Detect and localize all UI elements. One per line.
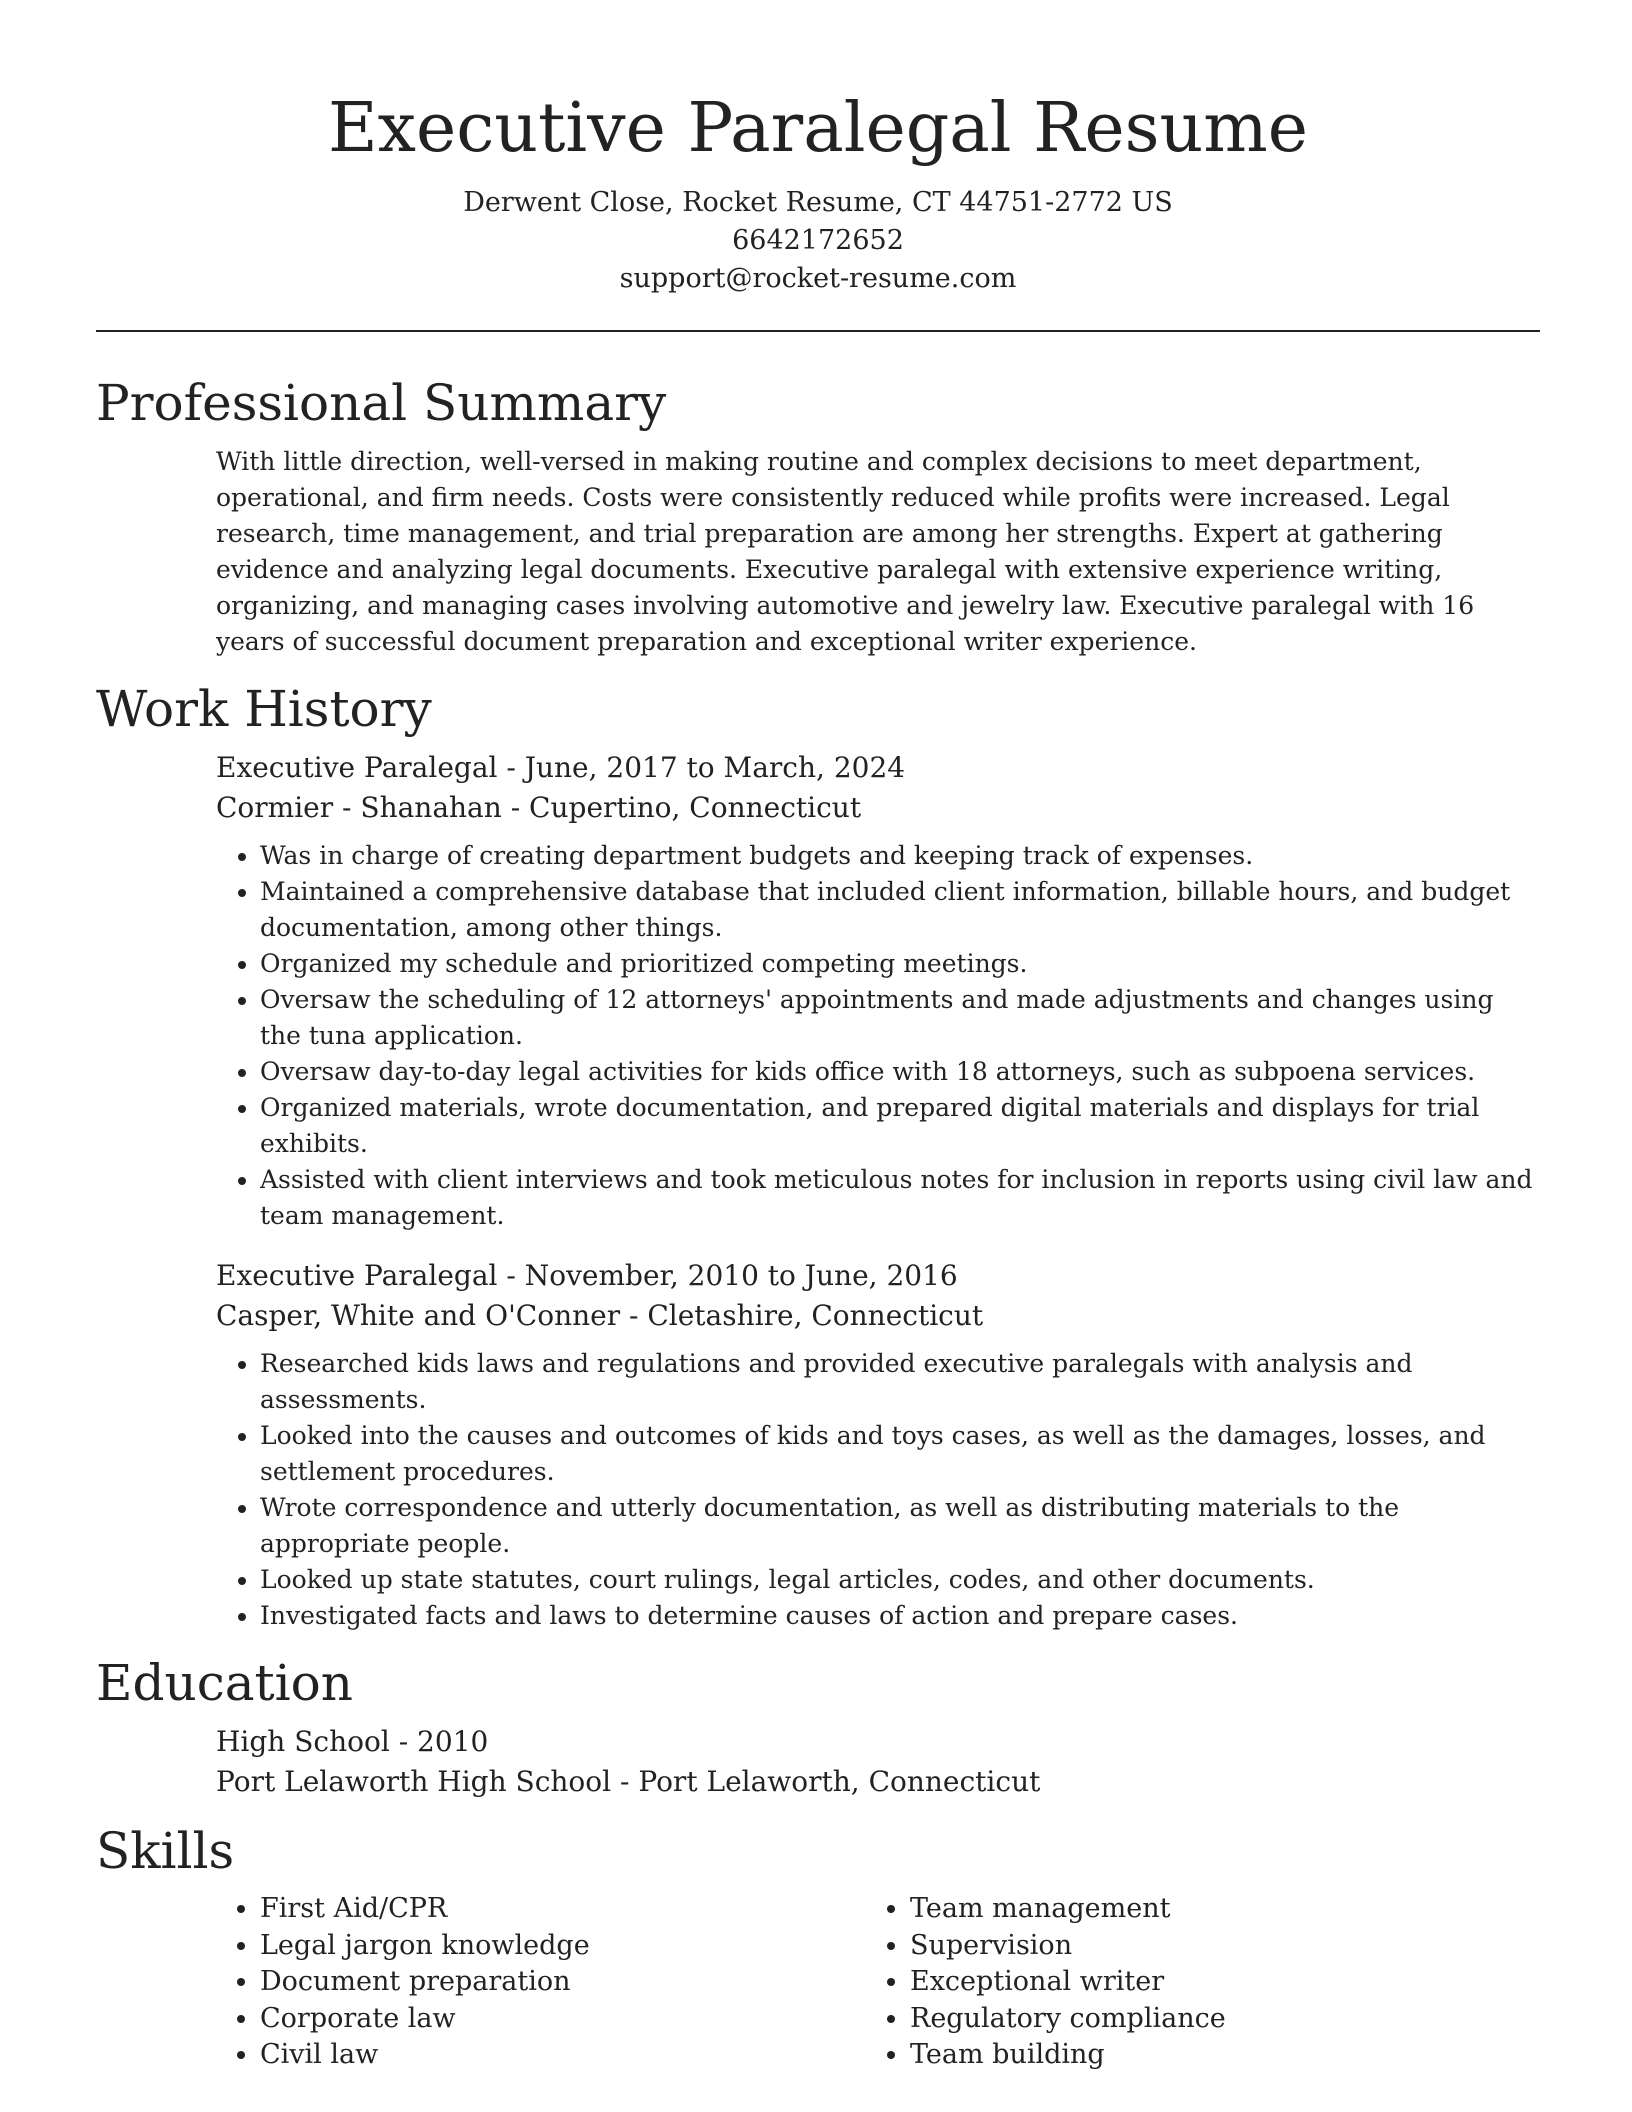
skills-heading: Skills (96, 1822, 235, 1880)
header-divider (96, 330, 1540, 332)
job-bullet: • Organized materials, wrote documentation, and prepared digital materials and displays for trial exhibits. (260, 1090, 1540, 1162)
education-degree: High School (216, 1725, 390, 1758)
job-bullet: • Researched kids laws and regulations and provided executive paralegals with analysis and assessments. (260, 1346, 1540, 1418)
job-bullet: • Oversaw day-to-day legal activities for kids office with 18 attorneys, such as subpoena services. (260, 1054, 1540, 1090)
job-title: Executive Paralegal (216, 1259, 498, 1292)
job-title: Executive Paralegal (216, 751, 498, 784)
job-title-line (216, 1256, 1540, 1296)
contact-block (96, 184, 1540, 298)
job-company: Casper, White and O'Conner (216, 1299, 621, 1332)
skill-item: • First Aid/CPR (260, 1891, 866, 1928)
work-history-section (216, 748, 1540, 1634)
contact-address: Derwent Close, Rocket Resume, CT 44751-2772 US (463, 187, 1173, 218)
job-title-line (216, 748, 1540, 788)
job-dates: - November, 2010 to June, 2016 (497, 1259, 958, 1292)
summary-section (216, 444, 1540, 660)
job-company: Cormier - Shanahan (216, 791, 502, 824)
education-school-line (216, 1762, 1540, 1802)
education-degree-line (216, 1722, 1540, 1762)
contact-email: support@rocket-resume.com (619, 263, 1017, 294)
summary-text: With little direction, well-versed in making routine and complex decisions to meet department, operational, and firm needs. Costs were consistently reduced while profits were increased. Legal research, time management, and trial preparation are among her strengths. Expert at gathering evidence and analyzing legal documents. Executive paralegal with extensive experience writing, organizing, and managing cases involving automotive and jewelry law. Executive paralegal with 16 years of successful document preparation and exceptional writer experience. (216, 447, 1475, 656)
education-location: - Port Lelaworth, Connecticut (611, 1765, 1041, 1798)
job-bullet: • Maintained a comprehensive database that included client information, billable hours, and budget documentation, among other things. (260, 874, 1540, 946)
job-company-line (216, 1296, 1540, 1336)
skills-grid (216, 1891, 1540, 2074)
job-entry (216, 1256, 1540, 1634)
education-heading: Education (96, 1654, 353, 1712)
skill-item: • Legal jargon knowledge (260, 1928, 866, 1965)
job-location: - Cupertino, Connecticut (501, 791, 862, 824)
education-section (216, 1722, 1540, 1802)
skill-item: • Civil law (260, 2037, 866, 2074)
job-bullet: • Investigated facts and laws to determine causes of action and prepare cases. (260, 1598, 1540, 1634)
job-bullet-list (216, 1346, 1540, 1634)
skill-item: • Corporate law (260, 2001, 866, 2038)
job-bullet: • Organized my schedule and prioritized competing meetings. (260, 946, 1540, 982)
contact-phone: 6642172652 (732, 225, 904, 256)
skills-list-right (866, 1891, 1516, 2074)
job-bullet: • Looked into the causes and outcomes of kids and toys cases, as well as the damages, losses, and settlement procedures. (260, 1418, 1540, 1490)
skill-item: • Exceptional writer (910, 1964, 1516, 2001)
skill-item: • Regulatory compliance (910, 2001, 1516, 2038)
skill-item: • Team building (910, 2037, 1516, 2074)
education-year: - 2010 (389, 1725, 489, 1758)
resume-page (96, 0, 1540, 2074)
skills-list-left (216, 1891, 866, 2074)
skill-item: • Supervision (910, 1928, 1516, 1965)
skills-section (216, 1891, 1540, 2074)
education-school: Port Lelaworth High School (216, 1765, 612, 1798)
job-bullet: • Wrote correspondence and utterly documentation, as well as distributing materials to the appropriate people. (260, 1490, 1540, 1562)
job-company-line (216, 788, 1540, 828)
skill-item: • Team management (910, 1891, 1516, 1928)
resume-title: Executive Paralegal Resume (327, 89, 1309, 168)
job-entry (216, 748, 1540, 1234)
job-dates: - June, 2017 to March, 2024 (497, 751, 906, 784)
job-bullet: • Was in charge of creating department budgets and keeping track of expenses. (260, 838, 1540, 874)
skill-item: • Document preparation (260, 1964, 866, 2001)
job-bullet: • Oversaw the scheduling of 12 attorneys' appointments and made adjustments and changes using the tuna application. (260, 982, 1540, 1054)
job-bullet-list (216, 838, 1540, 1234)
job-location: - Cletashire, Connecticut (620, 1299, 984, 1332)
job-bullet: • Looked up state statutes, court rulings, legal articles, codes, and other documents. (260, 1562, 1540, 1598)
job-bullet: • Assisted with client interviews and took meticulous notes for inclusion in reports using civil law and team management. (260, 1162, 1540, 1234)
summary-heading: Professional Summary (96, 374, 667, 432)
work-history-heading: Work History (96, 680, 432, 738)
